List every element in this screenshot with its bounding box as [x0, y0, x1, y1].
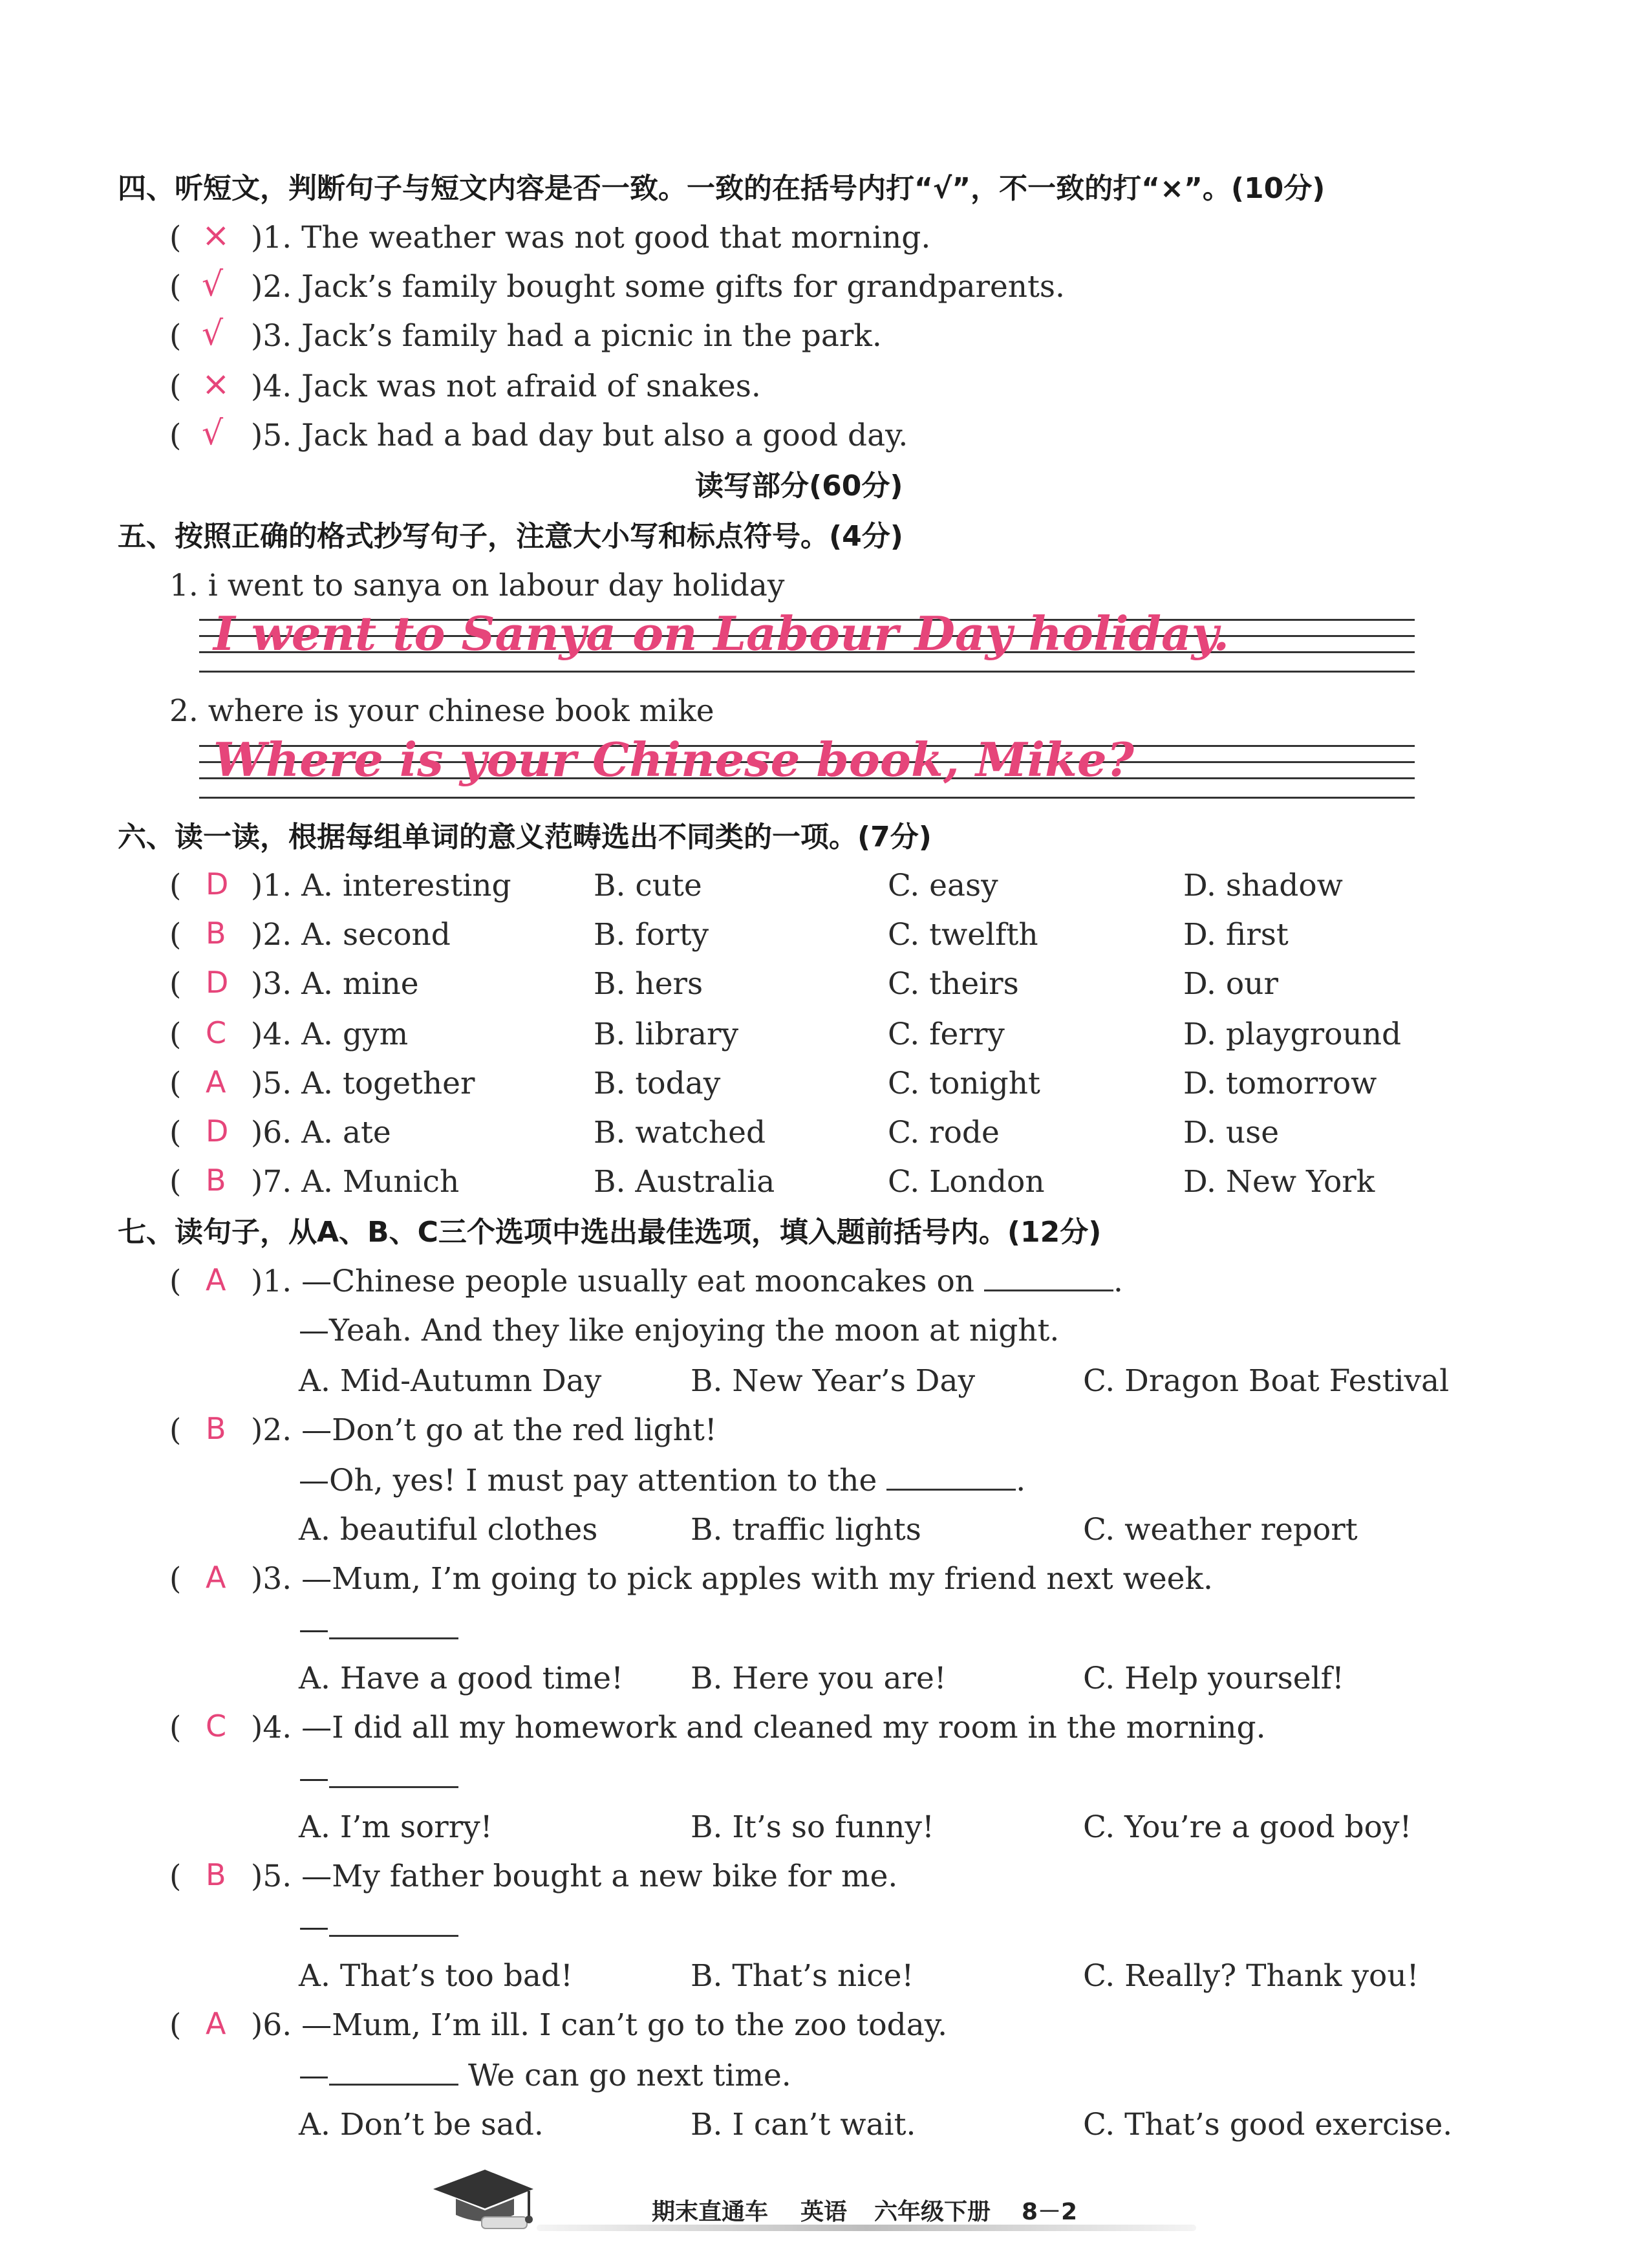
option-a: A. I’m sorry!	[299, 1809, 493, 1845]
footer-title: 期末直通车	[652, 2199, 769, 2225]
option-c: C. twelfth	[888, 917, 1038, 953]
option-c: C. easy	[888, 868, 998, 903]
option-d: D. first	[1183, 917, 1289, 953]
option-b: B. Australia	[594, 1164, 775, 1200]
question-text: )2. —Don’t go at the red light!	[251, 1412, 717, 1448]
option-d: D. playground	[1183, 1017, 1402, 1052]
handwritten-answer-2: Where is your Chinese book, Mike?	[213, 732, 1134, 787]
option-a: A. Don’t be sad.	[299, 2107, 544, 2142]
answer-letter: B	[206, 1163, 226, 1198]
page-number: 8－2	[1022, 2199, 1078, 2225]
answer-letter: A	[206, 2006, 226, 2041]
question-text: )1. The weather was not good that morning.	[251, 220, 931, 255]
option-c: C. You’re a good boy!	[1083, 1809, 1412, 1845]
option-c: C. Really? Thank you!	[1083, 1958, 1419, 1994]
option-c: C. Help yourself!	[1083, 1661, 1344, 1696]
option-b: B. hers	[594, 966, 703, 1002]
answer-mark: √	[202, 414, 224, 453]
question-reply: —Yeah. And they like enjoying the moon at night.	[299, 1313, 1060, 1348]
option-c: C. weather report	[1083, 1512, 1358, 1548]
part-title: 读写部分(60分)	[695, 469, 903, 502]
answer-letter: A	[206, 1560, 226, 1595]
answer-mark: √	[202, 265, 224, 304]
question-text: )3. —Mum, I’m going to pick apples with my friend next week.	[251, 1561, 1213, 1597]
option-d: D. shadow	[1183, 868, 1343, 903]
copy-prompt-2: 2. where is your chinese book mike	[169, 693, 714, 729]
question-reply: —Oh, yes! I must pay attention to the	[299, 1463, 877, 1498]
option-c: C. tonight	[888, 1066, 1040, 1101]
option-a: A. Mid-Autumn Day	[299, 1363, 602, 1399]
option-d: D. use	[1183, 1115, 1280, 1150]
answer-letter: A	[206, 1064, 226, 1099]
question-text: )5. Jack had a bad day but also a good day.	[251, 418, 908, 453]
section-6-heading: 六、读一读，根据每组单词的意义范畴选出不同类的一项。(7分)	[118, 821, 932, 854]
option-c: C. Dragon Boat Festival	[1083, 1363, 1450, 1399]
answer-blank	[329, 1760, 458, 1788]
question-text: )4. Jack was not afraid of snakes.	[251, 369, 761, 404]
option-b: B. library	[594, 1017, 739, 1052]
footer-subject: 英语	[800, 2199, 848, 2225]
question-text: )4. —I did all my homework and cleaned my room in the morning.	[251, 1710, 1266, 1745]
answer-mark: ×	[202, 216, 230, 255]
answer-letter: B	[206, 916, 226, 951]
option-b: B. That’s nice!	[691, 1958, 914, 1994]
section-7-heading: 七、读句子，从A、B、C三个选项中选出最佳选项，填入题前括号内。(12分)	[118, 1216, 1102, 1249]
option-a: A. Have a good time!	[299, 1661, 623, 1696]
answer-letter: B	[206, 1857, 226, 1892]
option-a: )7. A. Munich	[251, 1164, 460, 1200]
option-a: )6. A. ate	[251, 1115, 391, 1150]
question-text: )3. Jack’s family had a picnic in the park.	[251, 318, 882, 354]
answer-letter: B	[206, 1411, 226, 1446]
answer-blank	[329, 1909, 458, 1937]
answer-letter: D	[206, 867, 229, 901]
answer-letter: D	[206, 965, 229, 1000]
answer-letter: D	[206, 1114, 229, 1149]
option-a: )2. A. second	[251, 917, 451, 953]
footer-rule	[537, 2225, 1196, 2231]
option-a: A. beautiful clothes	[299, 1512, 598, 1548]
option-d: D. tomorrow	[1183, 1066, 1377, 1101]
answer-mark: √	[202, 314, 224, 353]
option-b: B. today	[594, 1066, 721, 1101]
writing-line	[199, 797, 1415, 799]
copy-prompt-1: 1. i went to sanya on labour day holiday	[169, 568, 785, 603]
question-text: )1. —Chinese people usually eat mooncakes on	[251, 1264, 975, 1299]
option-b: B. Here you are!	[691, 1661, 947, 1696]
answer-blank	[886, 1463, 1016, 1491]
handwritten-answer-1: I went to Sanya on Labour Day holiday.	[213, 606, 1230, 661]
option-b: B. I can’t wait.	[691, 2107, 916, 2142]
option-a: )1. A. interesting	[251, 868, 511, 903]
question-text: )5. —My father bought a new bike for me.	[251, 1859, 898, 1894]
section-4-heading: 四、听短文，判断句子与短文内容是否一致。一致的在括号内打“√”，不一致的打“×”。(10分)	[118, 172, 1325, 205]
answer-mark: ×	[202, 365, 230, 404]
option-b: B. forty	[594, 917, 709, 953]
option-b: B. New Year’s Day	[691, 1363, 976, 1399]
section-5-heading: 五、按照正确的格式抄写句子，注意大小写和标点符号。(4分)	[118, 520, 903, 553]
question-text: )2. Jack’s family bought some gifts for grandparents.	[251, 269, 1065, 305]
answer-blank	[329, 1612, 458, 1639]
option-c: C. London	[888, 1164, 1045, 1200]
option-a: )4. A. gym	[251, 1017, 409, 1052]
answer-blank	[329, 2058, 458, 2086]
option-b: B. watched	[594, 1115, 766, 1150]
option-d: D. our	[1183, 966, 1278, 1002]
option-c: C. theirs	[888, 966, 1019, 1002]
writing-line	[199, 671, 1415, 673]
footer-grade: 六年级下册	[874, 2199, 991, 2225]
answer-letter: C	[206, 1709, 227, 1743]
option-c: C. ferry	[888, 1017, 1005, 1052]
answer-blank	[984, 1264, 1113, 1291]
option-d: D. New York	[1183, 1164, 1375, 1200]
option-b: B. traffic lights	[691, 1512, 921, 1548]
option-a: A. That’s too bad!	[299, 1958, 573, 1994]
option-b: B. cute	[594, 868, 702, 903]
option-a: )5. A. together	[251, 1066, 475, 1101]
answer-letter: C	[206, 1015, 227, 1050]
question-reply: We can go next time.	[467, 2058, 791, 2093]
option-c: C. rode	[888, 1115, 1000, 1150]
question-text: )6. —Mum, I’m ill. I can’t go to the zoo today.	[251, 2007, 948, 2043]
answer-letter: A	[206, 1262, 226, 1297]
graduation-cap-icon	[420, 2160, 543, 2238]
option-a: )3. A. mine	[251, 966, 419, 1002]
option-c: C. That’s good exercise.	[1083, 2107, 1453, 2142]
option-b: B. It’s so funny!	[691, 1809, 934, 1845]
